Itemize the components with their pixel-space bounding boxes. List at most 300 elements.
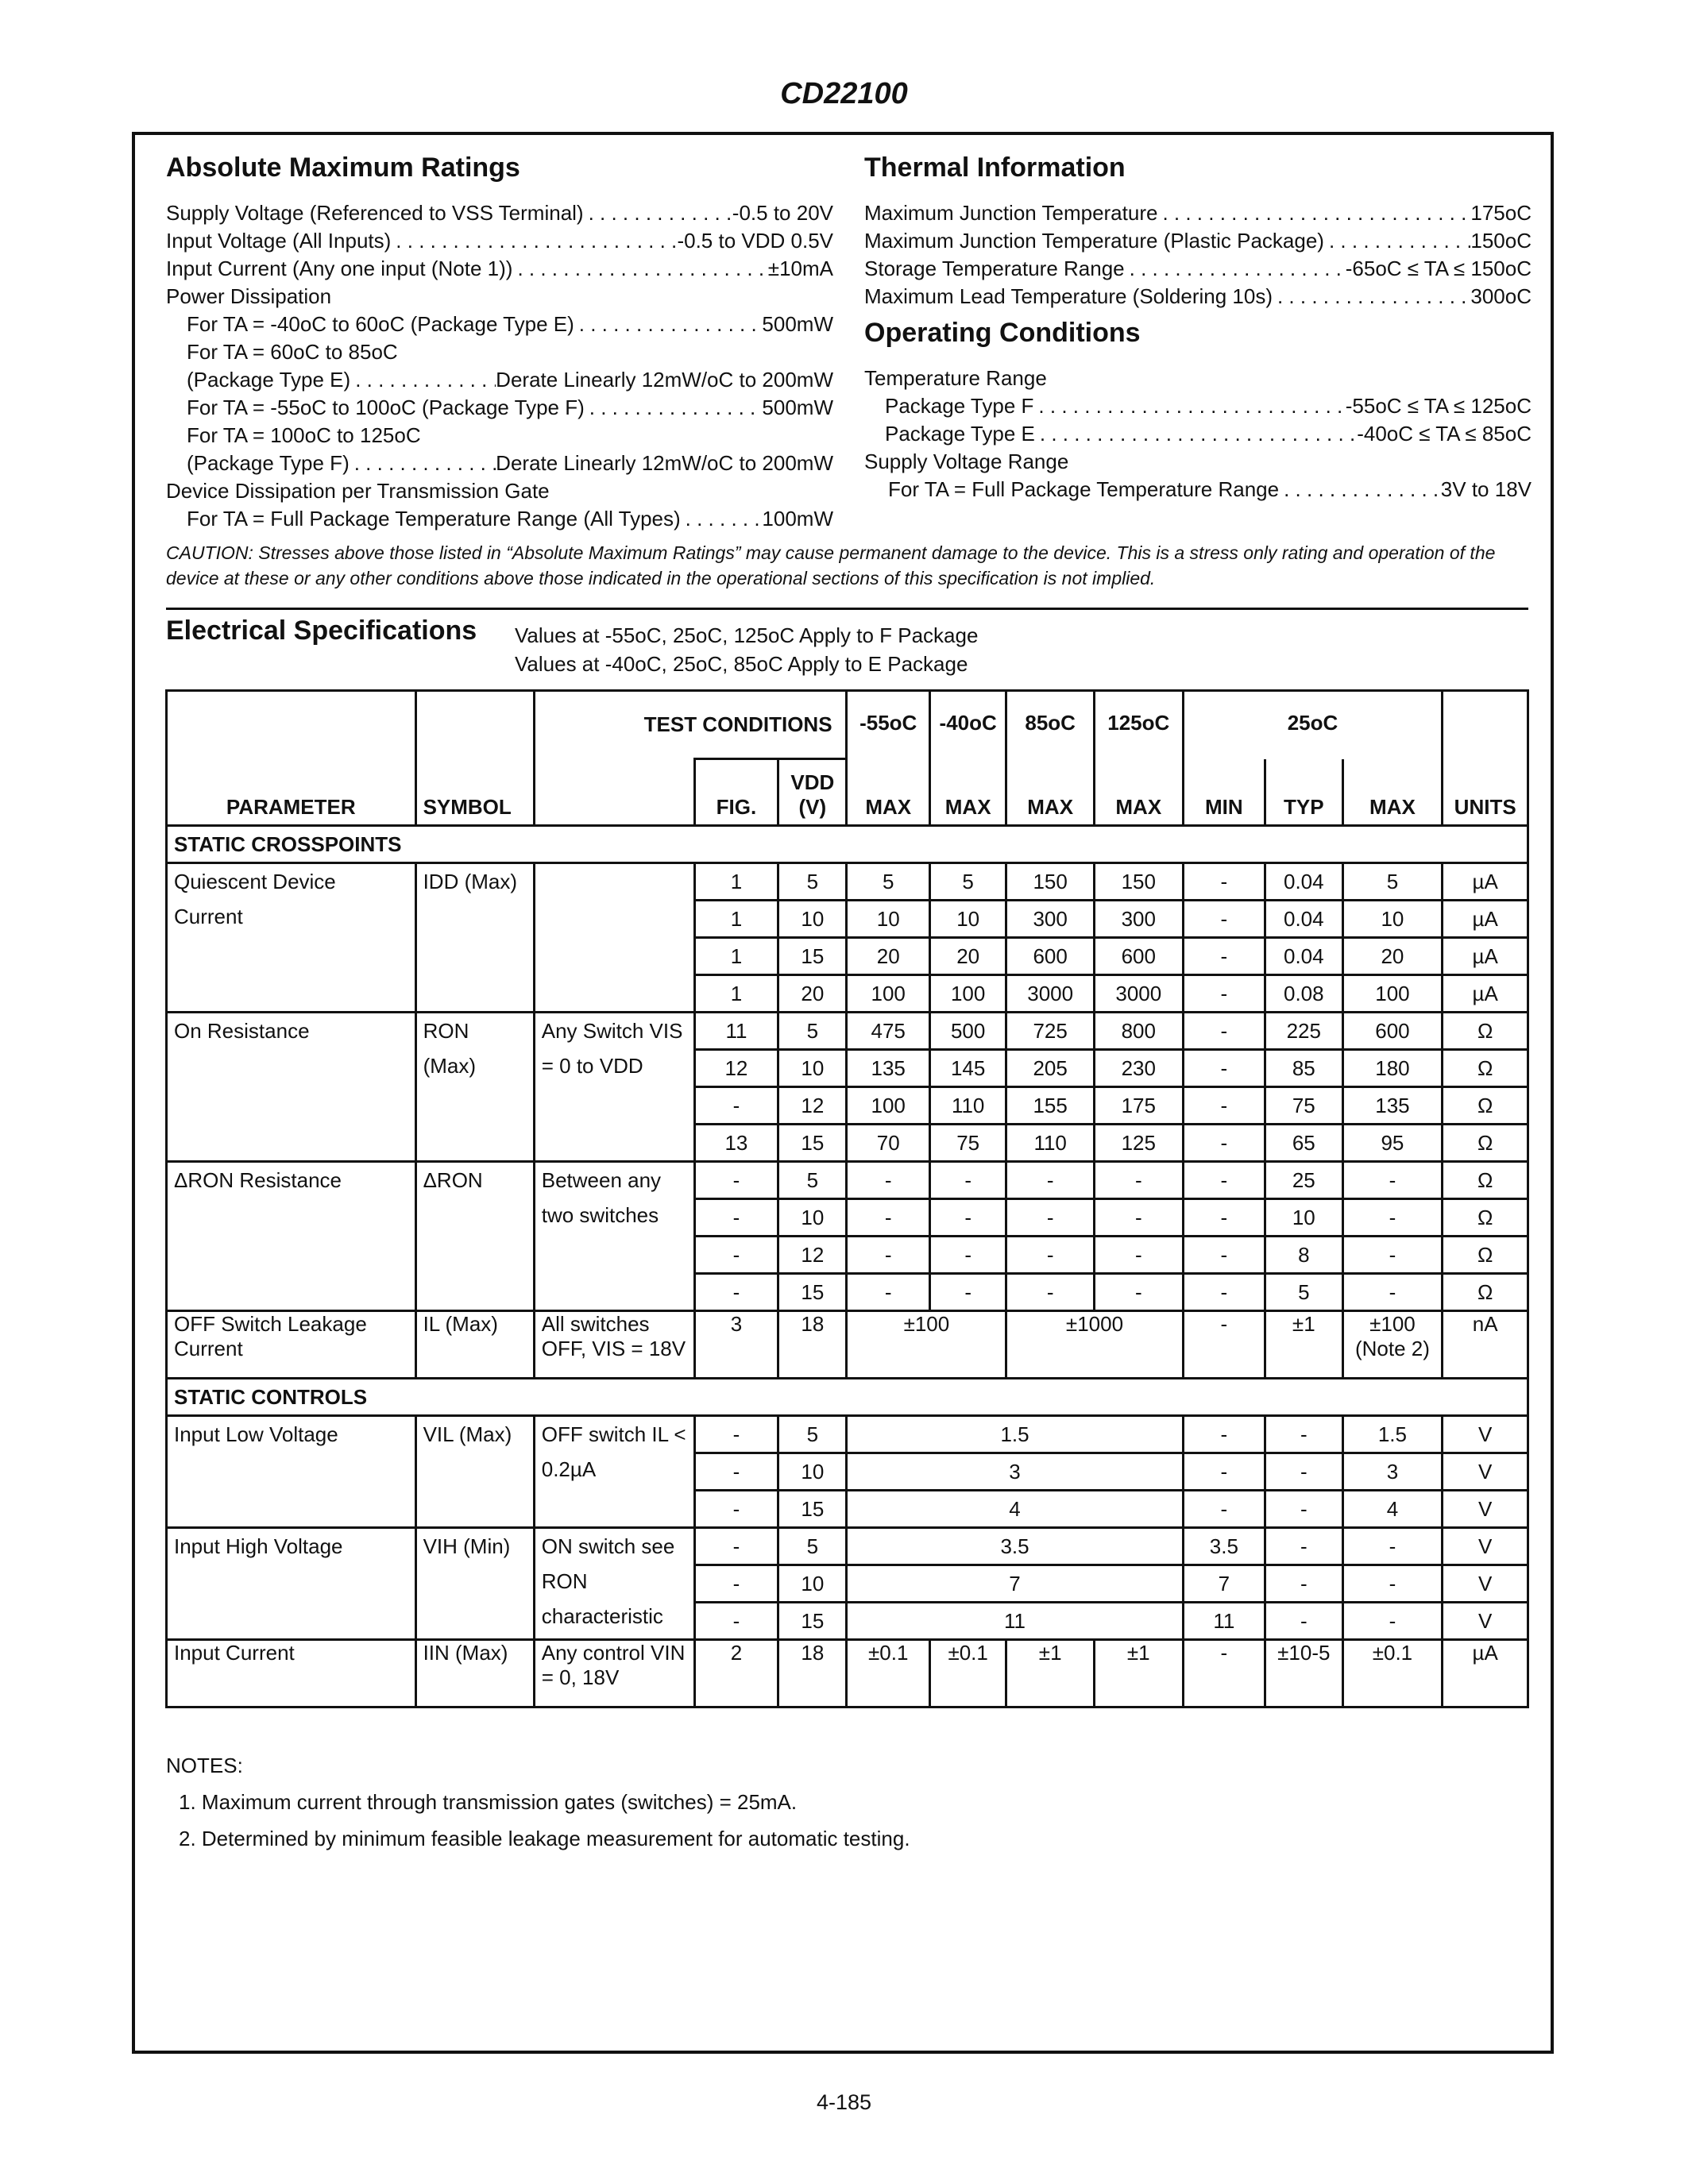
cell-max-25: - <box>1342 1603 1443 1640</box>
electrical-spec-table <box>165 689 1529 1708</box>
note-2: 2. Determined by minimum feasible leakage measurement for automatic testing. <box>179 1827 910 1850</box>
cell-units: µA <box>1443 901 1528 938</box>
notes <box>166 1747 910 1857</box>
dot-leader <box>1273 283 1470 311</box>
abs_max-line-label: Input Current (Any one input (Note 1)) <box>166 257 513 280</box>
header-units: UNITS <box>1443 691 1528 826</box>
cell-min-25: 3.5 <box>1183 1528 1265 1565</box>
cell-max-125: - <box>1094 1162 1183 1199</box>
cell-typ-25: - <box>1265 1491 1342 1528</box>
cell-min-25: 7 <box>1183 1565 1265 1603</box>
cell-max-55: 10 <box>847 901 930 938</box>
cell-vdd: 5 <box>778 1416 847 1453</box>
cell-typ-25: 8 <box>1265 1237 1342 1274</box>
header-min: MIN <box>1183 759 1265 826</box>
thermal-line <box>864 255 1532 283</box>
cell-max-25: 180 <box>1342 1050 1443 1087</box>
elec-note-1: Values at -55oC, 25oC, 125oC Apply to F Package <box>515 623 979 647</box>
abs_max-line-label: For TA = 100oC to 125oC <box>187 423 421 447</box>
cell-vdd: 10 <box>778 1199 847 1237</box>
cell-vdd: 15 <box>778 1125 847 1162</box>
cell-max-25: - <box>1342 1528 1443 1565</box>
header-max: MAX <box>1342 759 1443 826</box>
cell-min-25: - <box>1183 1416 1265 1453</box>
cell-max-125: 300 <box>1094 901 1183 938</box>
cell-units: V <box>1443 1528 1528 1565</box>
thermal-line <box>864 283 1532 311</box>
operating-heading: Operating Conditions <box>864 318 1141 348</box>
cell-max-40: 500 <box>929 1013 1006 1050</box>
cell-fig: - <box>694 1087 778 1125</box>
cell-min-25: - <box>1183 1491 1265 1528</box>
cell-max-55: 20 <box>847 938 930 975</box>
cell-max-40: 75 <box>929 1125 1006 1162</box>
abs_max-line-label: Supply Voltage (Referenced to VSS Terminal) <box>166 201 584 225</box>
header-max: MAX <box>929 759 1006 826</box>
thermal-line-value: 150oC <box>1470 229 1532 253</box>
dron-conditions: Between any two switches <box>534 1162 694 1311</box>
dot-leader <box>1125 255 1346 283</box>
cell-min-25: - <box>1183 1013 1265 1050</box>
operating-line-label: Temperature Range <box>864 366 1047 390</box>
cell-max-85: - <box>1006 1199 1095 1237</box>
cell-max-85: - <box>1006 1162 1095 1199</box>
cell-max-25: 4 <box>1342 1491 1443 1528</box>
operating-line-label: For TA = Full Package Temperature Range <box>888 477 1280 501</box>
cell-max-85: 150 <box>1006 863 1095 901</box>
cell-max-temps: 3.5 <box>847 1528 1183 1565</box>
cell-vdd: 12 <box>778 1237 847 1274</box>
abs_max-line-value: Derate Linearly 12mW/oC to 200mW <box>496 451 833 475</box>
divider <box>166 608 1528 610</box>
page-title: CD22100 <box>780 77 908 110</box>
cell-typ-25: 75 <box>1265 1087 1342 1125</box>
abs_max-line-value: -0.5 to VDD 0.5V <box>677 229 833 253</box>
cell-max-55: 135 <box>847 1050 930 1087</box>
table-row <box>167 1528 1528 1565</box>
abs_max-line-label: For TA = Full Package Temperature Range (All Types) <box>187 507 681 531</box>
cell-max-25: 10 <box>1342 901 1443 938</box>
cell-vdd: 5 <box>778 863 847 901</box>
ron-parameter: On Resistance <box>167 1013 416 1162</box>
cell-vdd: 15 <box>778 1491 847 1528</box>
operating-line <box>864 420 1532 448</box>
dot-leader <box>1157 199 1470 227</box>
cell-max-25: - <box>1342 1274 1443 1311</box>
header-test-blank <box>534 759 694 826</box>
cell-typ-25: - <box>1265 1453 1342 1491</box>
abs_max-line-label: Input Voltage (All Inputs) <box>166 229 392 253</box>
cell-fig: - <box>694 1491 778 1528</box>
notes-title: NOTES: <box>166 1754 243 1777</box>
ron-conditions: Any Switch VIS = 0 to VDD <box>534 1013 694 1162</box>
elec-heading: Electrical Specifications <box>166 615 477 646</box>
cell-max-40: - <box>929 1162 1006 1199</box>
ileak-max-value: ±100 <box>1369 1312 1416 1336</box>
thermal-line-label: Maximum Lead Temperature (Soldering 10s) <box>864 284 1273 308</box>
cell-typ-25: 225 <box>1265 1013 1342 1050</box>
header-typ: TYP <box>1265 759 1342 826</box>
cell-units: V <box>1443 1491 1528 1528</box>
vih-symbol: VIH (Min) <box>415 1528 534 1640</box>
abs_max-line-label: (Package Type E) <box>187 368 351 392</box>
cell-fig: - <box>694 1565 778 1603</box>
cell-fig: 2 <box>694 1640 778 1707</box>
cell-max-85: ±1 <box>1006 1640 1095 1707</box>
abs_max-line <box>166 283 833 311</box>
abs_max-line <box>166 366 833 394</box>
thermal-line <box>864 227 1532 255</box>
iin-symbol: IIN (Max) <box>415 1640 534 1707</box>
cell-max-85: 110 <box>1006 1125 1095 1162</box>
abs_max-line-label: For TA = -40oC to 60oC (Package Type E) <box>187 312 574 336</box>
operating-line <box>864 448 1532 476</box>
cell-max-25: - <box>1342 1162 1443 1199</box>
cell-fig: - <box>694 1453 778 1491</box>
caution-text: CAUTION: Stresses above those listed in “Absolute Maximum Ratings” may cause permanent damage to the device. This is a stress only rating and operation of the device at these or any other conditions above those indicated in the operational sections of this specification is not implied. <box>166 542 1496 588</box>
abs_max-line <box>166 450 833 477</box>
cell-max-40: 20 <box>929 938 1006 975</box>
abs_max-line <box>166 311 833 338</box>
ileak-max-note: (Note 2) <box>1354 1337 1430 1360</box>
cell-max-125: ±1 <box>1094 1640 1183 1707</box>
abs_max-line-label: Power Dissipation <box>166 284 332 308</box>
cell-units: µA <box>1443 863 1528 901</box>
vil-symbol: VIL (Max) <box>415 1416 534 1528</box>
cell-min-25: - <box>1183 1311 1265 1379</box>
ron-symbol: RON (Max) <box>415 1013 534 1162</box>
thermal-lines <box>864 199 1532 311</box>
table-row <box>167 1640 1528 1707</box>
table-row <box>167 1311 1528 1379</box>
cell-max-25: 20 <box>1342 938 1443 975</box>
cell-typ-25: 10 <box>1265 1199 1342 1237</box>
cell-typ-25: 65 <box>1265 1125 1342 1162</box>
cell-min-25: - <box>1183 1453 1265 1491</box>
operating-line-value: 3V to 18V <box>1440 477 1532 501</box>
cell-min-25: - <box>1183 1199 1265 1237</box>
vil-conditions: OFF switch IL < 0.2µA <box>534 1416 694 1528</box>
dron-parameter: ΔRON Resistance <box>167 1162 416 1311</box>
absolute-maximum-ratings <box>166 152 833 533</box>
ileak-parameter: OFF Switch Leakage Current <box>167 1311 416 1379</box>
cell-typ-25: - <box>1265 1565 1342 1603</box>
cell-typ-25: 25 <box>1265 1162 1342 1199</box>
cell-units: µA <box>1443 975 1528 1013</box>
abs_max-line <box>166 505 833 533</box>
cell-max-125: 600 <box>1094 938 1183 975</box>
header-vdd: VDD (V) <box>778 759 847 826</box>
cell-max-55: ±0.1 <box>847 1640 930 1707</box>
cell-max-40: - <box>929 1237 1006 1274</box>
operating-line <box>864 392 1532 420</box>
cell-max-55: 5 <box>847 863 930 901</box>
cell-max-temps: 3 <box>847 1453 1183 1491</box>
cell-vdd: 10 <box>778 1050 847 1087</box>
cell-fig: 13 <box>694 1125 778 1162</box>
cell-max-85: - <box>1006 1274 1095 1311</box>
cell-max-40: ±0.1 <box>929 1640 1006 1707</box>
cell-vdd: 18 <box>778 1640 847 1707</box>
cell-max-temps: 4 <box>847 1491 1183 1528</box>
idd-conditions <box>534 863 694 1013</box>
dot-leader <box>584 199 732 227</box>
dot-leader <box>391 227 677 255</box>
thermal-line-label: Maximum Junction Temperature (Plastic Package) <box>864 229 1324 253</box>
cell-fig: 11 <box>694 1013 778 1050</box>
cell-max-55: - <box>847 1237 930 1274</box>
abs_max-line-value: 100mW <box>762 507 833 531</box>
cell-vdd: 20 <box>778 975 847 1013</box>
cell-fig: 1 <box>694 938 778 975</box>
cell-min-25: - <box>1183 1640 1265 1707</box>
header-test-conditions: TEST CONDITIONS <box>534 691 847 759</box>
cell-max-40: - <box>929 1274 1006 1311</box>
cell-units: µA <box>1443 1640 1528 1707</box>
operating-conditions <box>864 318 1532 504</box>
thermal-line-label: Maximum Junction Temperature <box>864 201 1158 225</box>
header-max: MAX <box>847 759 930 826</box>
operating-line-label: Package Type E <box>885 422 1035 446</box>
electrical-specifications-heading <box>166 615 477 646</box>
cell-fig: 1 <box>694 863 778 901</box>
cell-max-55: - <box>847 1162 930 1199</box>
section-static-controls: STATIC CONTROLS <box>167 1379 1528 1416</box>
cell-max-85: 205 <box>1006 1050 1095 1087</box>
abs_max-line-value: Derate Linearly 12mW/oC to 200mW <box>496 368 833 392</box>
table-row <box>167 863 1528 901</box>
cell-max-40: 110 <box>929 1087 1006 1125</box>
cell-max-temps: 1.5 <box>847 1416 1183 1453</box>
header-parameter: PARAMETER <box>167 691 416 826</box>
abs_max-line-label: For TA = -55oC to 100oC (Package Type F) <box>187 396 585 419</box>
iin-parameter: Input Current <box>167 1640 416 1707</box>
operating-line-label: Package Type F <box>885 394 1034 418</box>
dot-leader <box>350 450 496 477</box>
cell-fig: - <box>694 1416 778 1453</box>
header-max: MAX <box>1094 759 1183 826</box>
cell-min-25: - <box>1183 1050 1265 1087</box>
cell-max-125: 230 <box>1094 1050 1183 1087</box>
cell-max-125: 3000 <box>1094 975 1183 1013</box>
dot-leader <box>585 394 763 422</box>
abs_max-line-label: For TA = 60oC to 85oC <box>187 340 398 364</box>
header-max: MAX <box>1006 759 1095 826</box>
cell-vdd: 15 <box>778 938 847 975</box>
thermal-line-value: 175oC <box>1470 201 1532 225</box>
cell-min-25: - <box>1183 1162 1265 1199</box>
cell-min-25: - <box>1183 1274 1265 1311</box>
cell-max-125: 150 <box>1094 863 1183 901</box>
note-1: 1. Maximum current through transmission gates (switches) = 25mA. <box>179 1790 798 1814</box>
cell-max-25: 1.5 <box>1342 1416 1443 1453</box>
cell-fig: 1 <box>694 901 778 938</box>
cell-max-25: 100 <box>1342 975 1443 1013</box>
cell-vdd: 10 <box>778 1453 847 1491</box>
cell-typ-25: - <box>1265 1416 1342 1453</box>
cell-max-40: 10 <box>929 901 1006 938</box>
cell-min-25: - <box>1183 938 1265 975</box>
abs_max-line <box>166 394 833 422</box>
cell-min-25: - <box>1183 863 1265 901</box>
idd-symbol: IDD (Max) <box>415 863 534 1013</box>
dot-leader <box>1324 227 1470 255</box>
cell-vdd: 5 <box>778 1528 847 1565</box>
cell-fig: - <box>694 1162 778 1199</box>
thermal-line <box>864 199 1532 227</box>
cell-max-25: ±0.1 <box>1342 1640 1443 1707</box>
table-row <box>167 1416 1528 1453</box>
abs_max-line <box>166 255 833 283</box>
cell-units: Ω <box>1443 1162 1528 1199</box>
cell-max-125: 125 <box>1094 1125 1183 1162</box>
cell-max-40: 145 <box>929 1050 1006 1087</box>
cell-fig: - <box>694 1603 778 1640</box>
spec-table-body <box>167 826 1528 1707</box>
dot-leader <box>1033 392 1345 420</box>
header-85: 85oC <box>1006 691 1095 759</box>
cell-min-25: 11 <box>1183 1603 1265 1640</box>
abs_max-line-value: 500mW <box>762 396 833 419</box>
cell-typ-25: ±1 <box>1265 1311 1342 1379</box>
cell-max-85: 3000 <box>1006 975 1095 1013</box>
thermal-line-value: -65oC ≤ TA ≤ 150oC <box>1345 257 1532 280</box>
cell-units: V <box>1443 1416 1528 1453</box>
cell-max-125: - <box>1094 1274 1183 1311</box>
cell-fig: - <box>694 1274 778 1311</box>
cell-max-25: - <box>1342 1565 1443 1603</box>
dot-leader <box>574 311 763 338</box>
cell-max-85-125: ±1000 <box>1006 1311 1183 1379</box>
cell-units: Ω <box>1443 1125 1528 1162</box>
cell-typ-25: 85 <box>1265 1050 1342 1087</box>
cell-vdd: 10 <box>778 1565 847 1603</box>
dot-leader <box>1279 476 1441 504</box>
cell-vdd: 12 <box>778 1087 847 1125</box>
vih-conditions: ON switch see RON characteristic <box>534 1528 694 1640</box>
cell-max-125: 175 <box>1094 1087 1183 1125</box>
cell-units: nA <box>1443 1311 1528 1379</box>
cell-max-55: 100 <box>847 1087 930 1125</box>
cell-max-55: 70 <box>847 1125 930 1162</box>
thermal-heading: Thermal Information <box>864 152 1126 183</box>
thermal-line-value: 300oC <box>1470 284 1532 308</box>
cell-units: Ω <box>1443 1013 1528 1050</box>
cell-max-125: - <box>1094 1237 1183 1274</box>
cell-fig: - <box>694 1528 778 1565</box>
iin-conditions: Any control VIN = 0, 18V <box>534 1640 694 1707</box>
operating-line-label: Supply Voltage Range <box>864 450 1069 473</box>
thermal-line-label: Storage Temperature Range <box>864 257 1125 280</box>
header-minus40: -40oC <box>929 691 1006 759</box>
cell-typ-25: 5 <box>1265 1274 1342 1311</box>
idd-parameter: Quiescent Device Current <box>167 863 416 1013</box>
header-fig: FIG. <box>694 759 778 826</box>
cell-typ-25: 0.08 <box>1265 975 1342 1013</box>
cell-typ-25: 0.04 <box>1265 863 1342 901</box>
cell-vdd: 5 <box>778 1162 847 1199</box>
header-symbol: SYMBOL <box>415 691 534 826</box>
cell-max-25: - <box>1342 1199 1443 1237</box>
vih-parameter: Input High Voltage <box>167 1528 416 1640</box>
abs_max-line-value: 500mW <box>762 312 833 336</box>
cell-min-25: - <box>1183 901 1265 938</box>
cell-max-85: 300 <box>1006 901 1095 938</box>
cell-min-25: - <box>1183 1237 1265 1274</box>
cell-max-125: 800 <box>1094 1013 1183 1050</box>
thermal-information <box>864 152 1532 311</box>
dot-leader <box>512 255 767 283</box>
cell-fig: 1 <box>694 975 778 1013</box>
cell-max-25: 5 <box>1342 863 1443 901</box>
cell-max-temps: 7 <box>847 1565 1183 1603</box>
vil-parameter: Input Low Voltage <box>167 1416 416 1528</box>
cell-units: V <box>1443 1603 1528 1640</box>
cell-fig: 12 <box>694 1050 778 1087</box>
cell-max-85: 600 <box>1006 938 1095 975</box>
abs_max-line <box>166 477 833 505</box>
section-row <box>167 1379 1528 1416</box>
cell-units: V <box>1443 1453 1528 1491</box>
cell-typ-25: 0.04 <box>1265 901 1342 938</box>
dron-symbol: ΔRON <box>415 1162 534 1311</box>
cell-max-85: 155 <box>1006 1087 1095 1125</box>
cell-units: Ω <box>1443 1274 1528 1311</box>
cell-max-25 <box>1342 1311 1443 1379</box>
cell-max-55: 100 <box>847 975 930 1013</box>
cell-vdd: 18 <box>778 1311 847 1379</box>
cell-typ-25: 0.04 <box>1265 938 1342 975</box>
ileak-symbol: IL (Max) <box>415 1311 534 1379</box>
cell-max-temps: 11 <box>847 1603 1183 1640</box>
header-minus55: -55oC <box>847 691 930 759</box>
elec-note-2: Values at -40oC, 25oC, 85oC Apply to E Package <box>515 652 968 676</box>
operating-line <box>864 476 1532 504</box>
table-row <box>167 1162 1528 1199</box>
operating-line-value: -55oC ≤ TA ≤ 125oC <box>1345 394 1532 418</box>
cell-units: µA <box>1443 938 1528 975</box>
cell-vdd: 5 <box>778 1013 847 1050</box>
abs_max-line-value: -0.5 to 20V <box>732 201 833 225</box>
abs_max-line <box>166 338 833 366</box>
cell-typ-25: ±10-5 <box>1265 1640 1342 1707</box>
cell-max-25: 3 <box>1342 1453 1443 1491</box>
header-25: 25oC <box>1183 691 1443 759</box>
cell-max-85: - <box>1006 1237 1095 1274</box>
cell-max-25: 600 <box>1342 1013 1443 1050</box>
cell-max-85: 725 <box>1006 1013 1095 1050</box>
cell-fig: - <box>694 1199 778 1237</box>
dot-leader <box>350 366 496 394</box>
cell-max-40: - <box>929 1199 1006 1237</box>
cell-max-55: - <box>847 1274 930 1311</box>
cell-vdd: 15 <box>778 1274 847 1311</box>
cell-min-25: - <box>1183 975 1265 1013</box>
ileak-conditions: All switches OFF, VIS = 18V <box>534 1311 694 1379</box>
cell-typ-25: - <box>1265 1603 1342 1640</box>
cell-fig: - <box>694 1237 778 1274</box>
header-125: 125oC <box>1094 691 1183 759</box>
operating-line-value: -40oC ≤ TA ≤ 85oC <box>1357 422 1532 446</box>
page-number: 4-185 <box>816 2090 872 2114</box>
abs_max-line-label: Device Dissipation per Transmission Gate <box>166 479 550 503</box>
cell-max-25: 95 <box>1342 1125 1443 1162</box>
abs-max-heading: Absolute Maximum Ratings <box>166 152 520 183</box>
cell-max-55-40: ±100 <box>847 1311 1006 1379</box>
cell-max-125: - <box>1094 1199 1183 1237</box>
electrical-specifications-notes <box>515 621 978 678</box>
table-row <box>167 1013 1528 1050</box>
